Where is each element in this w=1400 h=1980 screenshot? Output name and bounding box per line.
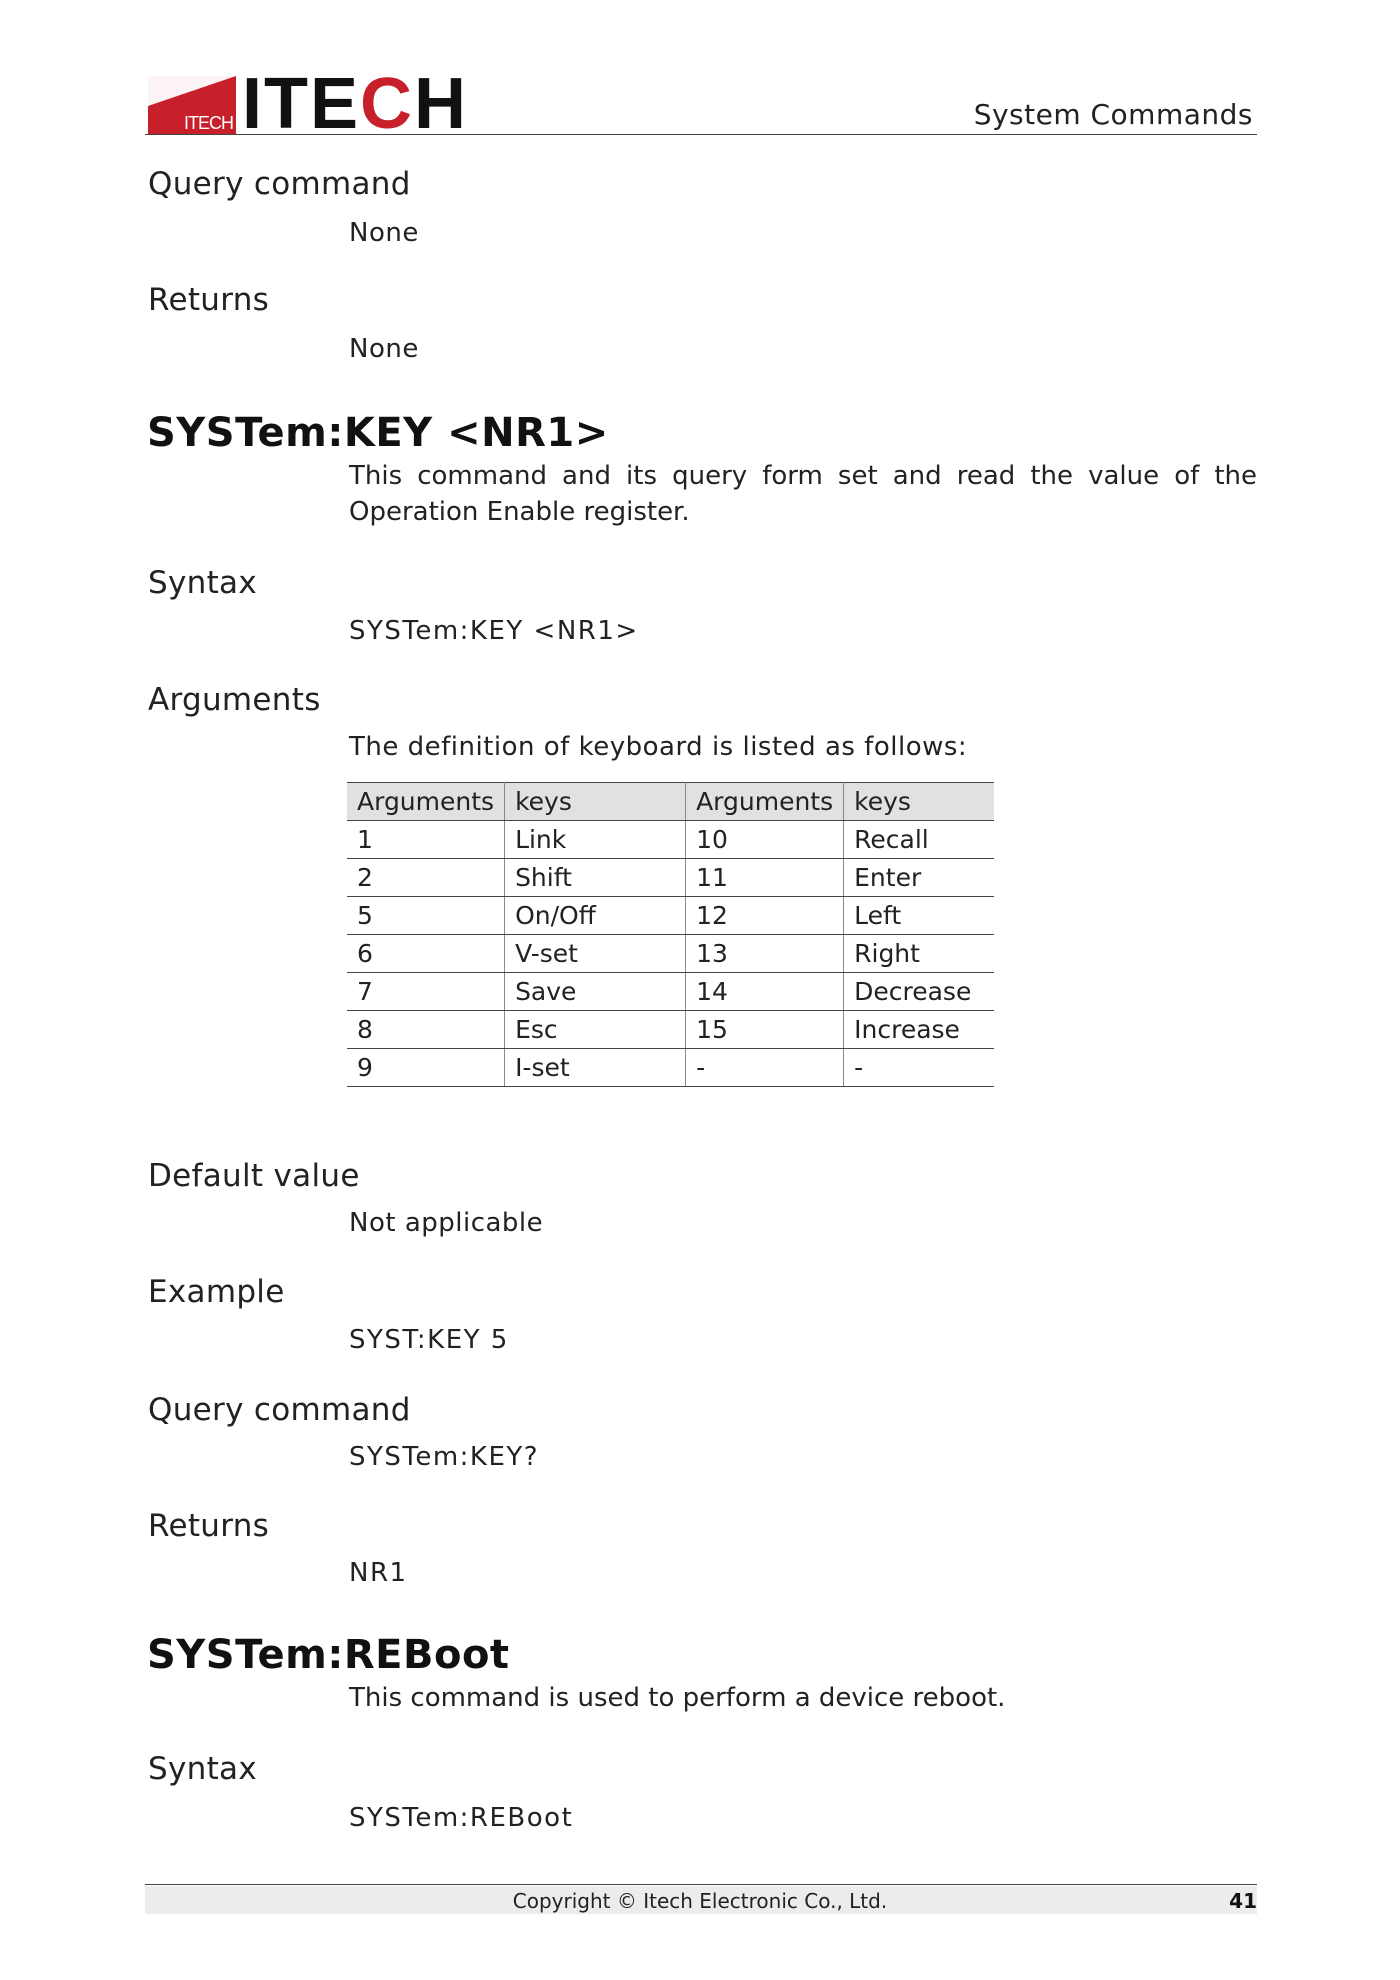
command-heading-key: SYSTem:KEY <NR1> xyxy=(147,410,609,456)
table-cell: V-set xyxy=(505,935,686,973)
logo-mark-icon: ITECH xyxy=(148,76,236,134)
table-cell: 9 xyxy=(347,1049,505,1087)
table-cell: 13 xyxy=(686,935,844,973)
table-row xyxy=(347,859,994,897)
table-header-cell: Arguments xyxy=(686,783,844,821)
query-command-value: None xyxy=(349,218,419,248)
header-divider xyxy=(145,134,1257,135)
table-row xyxy=(347,821,994,859)
logo-wordmark: ITECH xyxy=(242,64,469,144)
table-cell: Right xyxy=(844,935,994,973)
default-value: Not applicable xyxy=(349,1208,544,1238)
table-cell: 6 xyxy=(347,935,505,973)
table-cell: - xyxy=(844,1049,994,1087)
table-cell: 2 xyxy=(347,859,505,897)
table-cell: Decrease xyxy=(844,973,994,1011)
returns-label: Returns xyxy=(148,1508,270,1544)
table-cell: 14 xyxy=(686,973,844,1011)
arguments-intro: The definition of keyboard is listed as follows: xyxy=(349,732,968,762)
query-command-label: Query command xyxy=(148,166,411,202)
table-row xyxy=(347,897,994,935)
table-cell: I-set xyxy=(505,1049,686,1087)
returns-value: None xyxy=(349,334,419,364)
example-label: Example xyxy=(148,1274,285,1310)
command-description-key: This command and its query form set and read the value of the Operation Enable register. xyxy=(349,461,1257,527)
syntax-value: SYSTem:KEY <NR1> xyxy=(349,616,639,646)
table-header-cell: keys xyxy=(505,783,686,821)
table-cell: 7 xyxy=(347,973,505,1011)
table-cell: 11 xyxy=(686,859,844,897)
command-heading-reboot: SYSTem:REBoot xyxy=(147,1632,510,1678)
table-cell: On/Off xyxy=(505,897,686,935)
default-value-label: Default value xyxy=(148,1158,360,1194)
table-cell: 12 xyxy=(686,897,844,935)
returns-label: Returns xyxy=(148,282,270,318)
syntax-label: Syntax xyxy=(148,565,257,601)
query-command-label: Query command xyxy=(148,1392,411,1428)
table-cell: 8 xyxy=(347,1011,505,1049)
table-cell: 1 xyxy=(347,821,505,859)
table-cell: - xyxy=(686,1049,844,1087)
itech-logo xyxy=(148,64,469,144)
table-cell: Save xyxy=(505,973,686,1011)
table-header-row xyxy=(347,783,994,821)
syntax-label: Syntax xyxy=(148,1751,257,1787)
table-cell: Shift xyxy=(505,859,686,897)
table-cell: 5 xyxy=(347,897,505,935)
copyright-notice: Copyright © Itech Electronic Co., Ltd. xyxy=(512,1889,888,1913)
footer-divider xyxy=(145,1884,1257,1885)
table-header-cell: Arguments xyxy=(347,783,505,821)
command-description-reboot: This command is used to perform a device reboot. xyxy=(349,1683,1006,1713)
table-cell: Recall xyxy=(844,821,994,859)
table-cell: Esc xyxy=(505,1011,686,1049)
example-value: SYST:KEY 5 xyxy=(349,1325,509,1355)
table-header-cell: keys xyxy=(844,783,994,821)
table-cell: Enter xyxy=(844,859,994,897)
table-row xyxy=(347,973,994,1011)
table-cell: Link xyxy=(505,821,686,859)
arguments-label: Arguments xyxy=(148,682,321,718)
query-command-value: SYSTem:KEY? xyxy=(349,1442,540,1472)
table-cell: 10 xyxy=(686,821,844,859)
page-number: 41 xyxy=(1229,1889,1257,1913)
table-row xyxy=(347,1049,994,1087)
table-cell: Left xyxy=(844,897,994,935)
table-row xyxy=(347,935,994,973)
table-row xyxy=(347,1011,994,1049)
table-cell: Increase xyxy=(844,1011,994,1049)
table-cell: 15 xyxy=(686,1011,844,1049)
returns-value: NR1 xyxy=(349,1558,408,1588)
syntax-value: SYSTem:REBoot xyxy=(349,1803,574,1833)
keyboard-arguments-table xyxy=(347,782,994,1087)
running-title: System Commands xyxy=(973,98,1253,131)
